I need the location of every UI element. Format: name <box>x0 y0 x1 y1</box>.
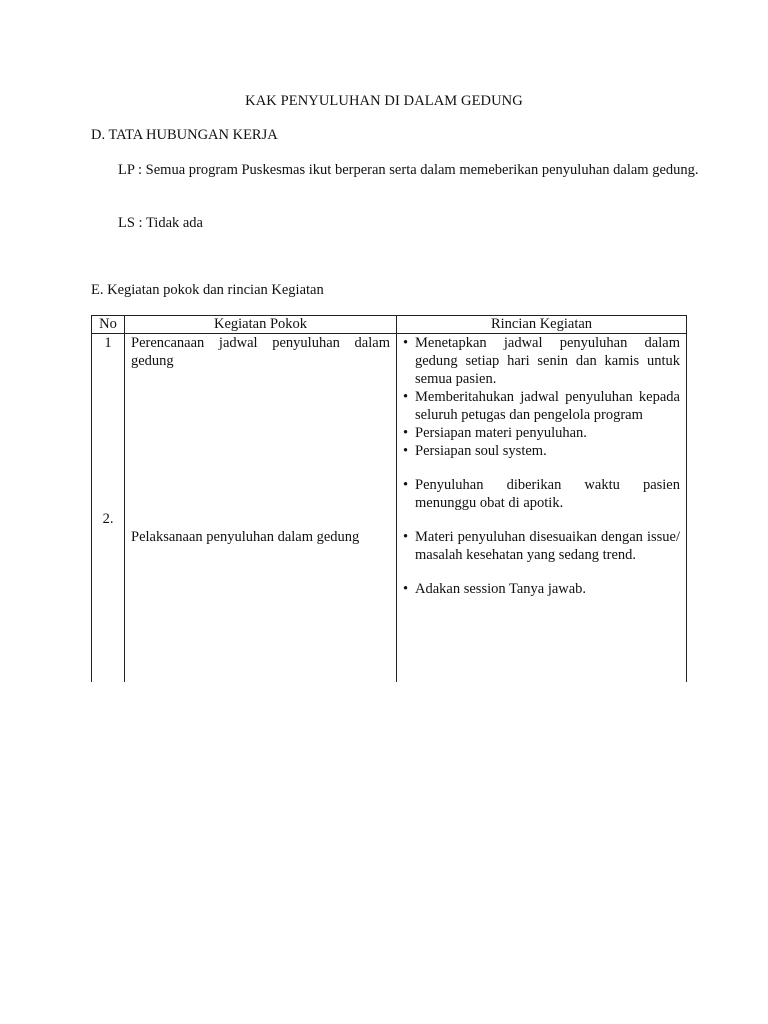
row-number <box>92 334 125 683</box>
header-rincian-kegiatan: Rincian Kegiatan <box>397 316 687 334</box>
rincian-kegiatan-cell <box>397 334 687 683</box>
kegiatan-pokok-text: Pelaksanaan penyuluhan dalam gedung <box>131 529 360 545</box>
header-kegiatan-pokok: Kegiatan Pokok <box>125 316 397 334</box>
row-number-text: 1 <box>104 335 112 351</box>
kegiatan-pokok-cell <box>125 334 397 683</box>
table-header-row <box>92 316 687 334</box>
section-e-heading: E. Kegiatan pokok dan rincian Kegiatan <box>91 282 324 298</box>
list-item: • Materi penyuluhan disesuaikan dengan issue/ masalah kesehatan yang sedang trend. <box>403 528 680 564</box>
lp-paragraph: LP : Semua program Puskesmas ikut berperan serta dalam memeberikan penyuluhan dalam gedung. <box>118 162 699 178</box>
kegiatan-table <box>91 315 687 682</box>
document-title: KAK PENYULUHAN DI DALAM GEDUNG <box>245 93 523 109</box>
ls-paragraph: LS : Tidak ada <box>118 215 203 231</box>
row-number-text: 2. <box>102 511 114 527</box>
list-item: • Penyuluhan diberikan waktu pasien menunggu obat di apotik. <box>403 476 680 512</box>
header-no: No <box>92 316 125 334</box>
rincian-list <box>403 334 680 598</box>
list-item: • Menetapkan jadwal penyuluhan dalam gedung setiap hari senin dan kamis untuk semua pasien. <box>403 334 680 388</box>
list-item: • Memberitahukan jadwal penyuluhan kepada seluruh petugas dan pengelola program <box>403 388 680 424</box>
kegiatan-pokok-text: Perencanaan jadwal penyuluhan dalam gedung <box>131 335 390 369</box>
section-d-heading: D. TATA HUBUNGAN KERJA <box>91 127 278 143</box>
list-item: • Persiapan materi penyuluhan. <box>403 424 680 442</box>
list-item: • Persiapan soul system. <box>403 442 680 460</box>
list-item: • Adakan session Tanya jawab. <box>403 580 680 598</box>
table-row <box>92 334 687 683</box>
